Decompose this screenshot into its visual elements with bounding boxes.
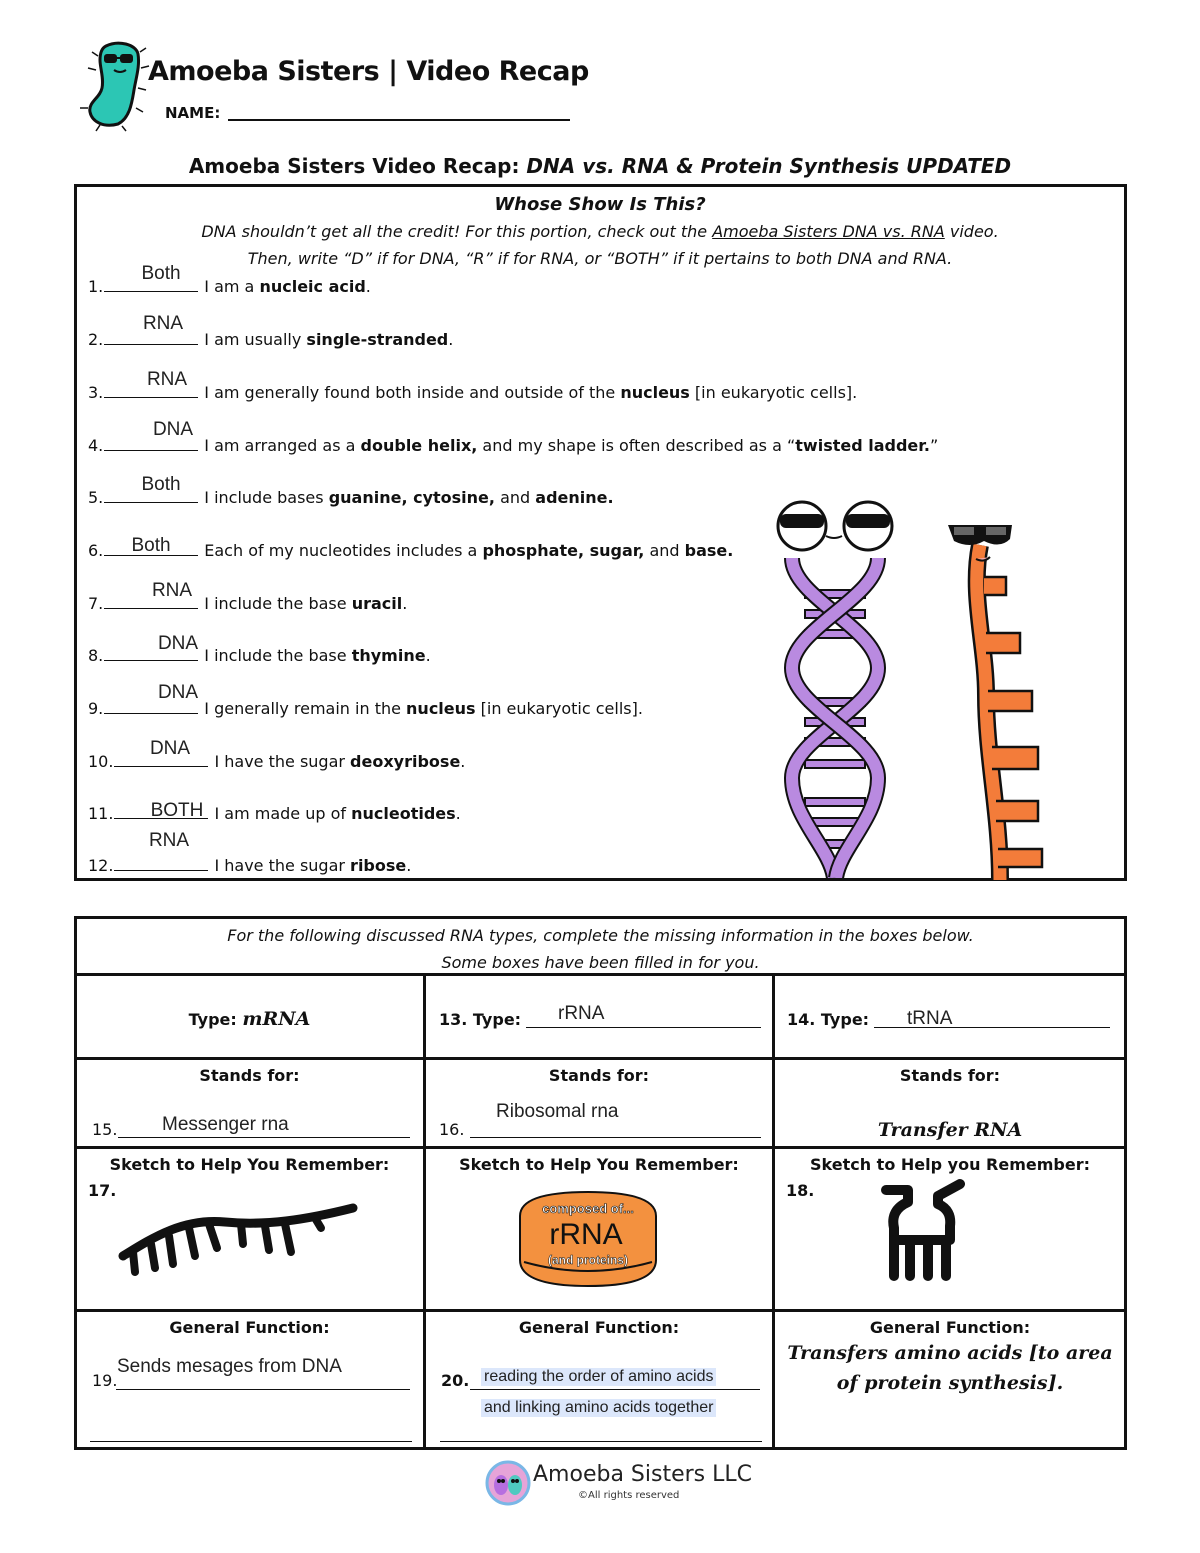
general-function-label: General Function: xyxy=(518,1318,680,1337)
answer-4: DNA xyxy=(152,419,194,440)
question-number: 6. xyxy=(88,541,104,560)
section-heading: Whose Show Is This? xyxy=(494,194,706,215)
question-text xyxy=(204,383,857,402)
question-text-part: . xyxy=(365,277,371,296)
question-keyword: guanine, cytosine, xyxy=(328,488,495,507)
question-text-part: . xyxy=(455,804,461,823)
question-text xyxy=(204,541,733,560)
question-number: 1. xyxy=(88,277,104,296)
answer-1: Both xyxy=(141,263,181,284)
q14-label: 14. Type: xyxy=(787,1010,870,1029)
question-keyword: twisted ladder. xyxy=(795,436,930,455)
table-divider xyxy=(74,973,1127,976)
question-text xyxy=(204,277,371,296)
answer-5: Both xyxy=(141,474,181,495)
q14-answer: tRNA xyxy=(907,1008,953,1029)
table-divider xyxy=(74,1309,1127,1312)
q17-label: 17. xyxy=(88,1181,117,1200)
ribosome-label-mid: rRNA xyxy=(549,1218,623,1251)
question-text-part: . xyxy=(448,330,454,349)
question-keyword: phosphate, sugar, xyxy=(482,541,645,560)
footer-rights: ©All rights reserved xyxy=(578,1490,680,1501)
dna-rung xyxy=(805,760,865,768)
section-instruction-2: Then, write “D” if for DNA, “R” if for RNA, or “BOTH” if it pertains to both DNA and RNA. xyxy=(247,249,953,268)
dna-rung xyxy=(805,798,865,806)
question-text-part: and my shape is often described as a “ xyxy=(477,436,796,455)
ribosome-label-bot: (and proteins) xyxy=(548,1253,628,1267)
video-link[interactable]: Amoeba Sisters DNA vs. RNA xyxy=(712,222,945,241)
answer-2: RNA xyxy=(142,313,184,334)
question-text-part: [in eukaryotic cells]. xyxy=(475,699,643,718)
section-instruction-1 xyxy=(0,222,1200,241)
question-text xyxy=(204,488,613,507)
question-keyword: nucleus xyxy=(406,699,476,718)
question-text-part: and xyxy=(644,541,685,560)
dna-character-illustration xyxy=(770,498,900,878)
amoeba-mascot-logo xyxy=(78,38,154,132)
question-text-part: . xyxy=(425,646,431,665)
question-keyword: ribose xyxy=(350,856,407,875)
question-number: 11. xyxy=(88,804,114,823)
footer-company: Amoeba Sisters LLC xyxy=(533,1462,752,1487)
question-number: 2. xyxy=(88,330,104,349)
question-number: 5. xyxy=(88,488,104,507)
page-title xyxy=(0,154,1200,178)
question-text-part: and xyxy=(494,488,536,507)
question-text-part: I have the sugar xyxy=(214,856,351,875)
question-text-part: I include bases xyxy=(204,488,329,507)
question-text-part: I am arranged as a xyxy=(204,436,361,455)
question-keyword: uracil xyxy=(351,594,403,613)
question-keyword: single-stranded xyxy=(306,330,449,349)
question-keyword: adenine. xyxy=(535,488,614,507)
table-instruction-2: Some boxes have been filled in for you. xyxy=(441,953,760,972)
answer-blank[interactable] xyxy=(114,855,208,871)
type-value: mRNA xyxy=(242,1008,311,1030)
question-text xyxy=(204,594,407,613)
question-number: 10. xyxy=(88,752,114,771)
question-keyword: deoxyribose xyxy=(350,752,461,771)
sketch-label: Sketch to Help You Remember: xyxy=(459,1155,739,1174)
stands-for-label: Stands for: xyxy=(548,1066,650,1085)
answer-11: BOTH xyxy=(150,800,204,821)
q15-answer: Messenger rna xyxy=(162,1114,289,1135)
ribosome-label-top: composed of... xyxy=(542,1201,634,1216)
name-label: NAME: xyxy=(165,104,221,122)
trna-function-line-2: of protein synthesis]. xyxy=(836,1372,1064,1394)
question-number: 9. xyxy=(88,699,104,718)
answer-12: RNA xyxy=(148,830,190,851)
rna-character-illustration xyxy=(930,515,1080,880)
q20-answer-line-2: and linking amino acids together xyxy=(481,1399,716,1417)
q13-answer: rRNA xyxy=(558,1003,605,1024)
q20-answer-line-1: reading the order of amino acids xyxy=(481,1368,716,1386)
answer-6: Both xyxy=(131,535,171,556)
question-text-part: . xyxy=(402,594,408,613)
question-keyword: double helix, xyxy=(360,436,478,455)
stands-for-label: Stands for: xyxy=(899,1066,1001,1085)
answer-7: RNA xyxy=(151,580,193,601)
trna-sketch xyxy=(880,1176,968,1284)
answer-9: DNA xyxy=(157,682,199,703)
instruction-text: video. xyxy=(944,222,999,241)
question-text-part: I am generally found both inside and outside of the xyxy=(204,383,621,402)
question-number: 12. xyxy=(88,856,114,875)
question-number: 4. xyxy=(88,436,104,455)
answer-8: DNA xyxy=(157,633,199,654)
table-instruction-1: For the following discussed RNA types, complete the missing information in the boxes below. xyxy=(227,926,974,945)
question-text-part: [in eukaryotic cells]. xyxy=(689,383,858,402)
title-topic: DNA vs. RNA & Protein Synthesis UPDATED xyxy=(526,154,1012,178)
answer-10: DNA xyxy=(149,738,191,759)
question-text-part: I am made up of xyxy=(214,804,352,823)
type-mrna xyxy=(76,1008,423,1030)
q13-label: 13. Type: xyxy=(439,1010,522,1029)
q19-answer-field-2[interactable] xyxy=(90,1420,412,1442)
sketch-label: Sketch to Help You Remember: xyxy=(109,1155,390,1174)
question-keyword: nucleotides xyxy=(351,804,456,823)
q20-label: 20. xyxy=(441,1371,470,1390)
table-divider xyxy=(74,1057,1127,1060)
q18-label: 18. xyxy=(786,1181,815,1200)
general-function-label: General Function: xyxy=(869,1318,1031,1337)
instruction-text: DNA shouldn’t get all the credit! For this portion, check out the xyxy=(201,222,713,241)
question-number: 8. xyxy=(88,646,104,665)
question-text xyxy=(204,330,453,349)
q16-answer: Ribosomal rna xyxy=(496,1101,619,1122)
general-function-label: General Function: xyxy=(169,1318,330,1337)
question-text xyxy=(204,646,430,665)
q15-label: 15. xyxy=(92,1120,118,1139)
trna-function-line-1: Transfers amino acids [to area xyxy=(787,1342,1113,1364)
question-text-part: . xyxy=(460,752,466,771)
amoeba-sisters-footer-logo xyxy=(485,1460,531,1506)
question-text xyxy=(204,699,643,718)
ribosome-sketch xyxy=(516,1188,660,1290)
question-text-part: ” xyxy=(929,436,939,455)
sketch-label: Sketch to Help you Remember: xyxy=(810,1155,1090,1174)
table-divider xyxy=(423,973,426,1448)
question-number: 7. xyxy=(88,594,104,613)
brand-title: Amoeba Sisters | Video Recap xyxy=(148,56,589,87)
question-keyword: nucleus xyxy=(620,383,690,402)
question-text xyxy=(214,752,465,771)
question-text-part: Each of my nucleotides includes a xyxy=(204,541,483,560)
question-text-part: I have the sugar xyxy=(214,752,351,771)
trna-stands-for: Transfer RNA xyxy=(877,1119,1023,1141)
question-text-part: I am a xyxy=(204,277,260,296)
answer-3: RNA xyxy=(146,369,188,390)
q16-label: 16. xyxy=(439,1120,465,1139)
question-text-part: I include the base xyxy=(204,594,352,613)
question-text xyxy=(204,436,938,455)
mrna-sketch xyxy=(115,1196,360,1284)
q19-answer: Sends mesages from DNA xyxy=(117,1356,342,1377)
type-label: Type: xyxy=(188,1010,243,1029)
question-text xyxy=(214,804,460,823)
table-divider xyxy=(74,1146,1127,1149)
question-number: 3. xyxy=(88,383,104,402)
q19-label: 19. xyxy=(92,1371,118,1390)
q20-answer-field-2[interactable] xyxy=(440,1420,762,1442)
question-text xyxy=(214,856,411,875)
question-12 xyxy=(88,855,411,875)
question-keyword: base. xyxy=(684,541,734,560)
question-keyword: thymine xyxy=(351,646,426,665)
question-text-part: I generally remain in the xyxy=(204,699,407,718)
name-field[interactable] xyxy=(228,119,570,121)
question-keyword: nucleic acid xyxy=(259,277,366,296)
stands-for-label: Stands for: xyxy=(199,1066,300,1085)
question-text-part: I am usually xyxy=(204,330,307,349)
title-prefix: Amoeba Sisters Video Recap: xyxy=(188,154,527,178)
question-text-part: I include the base xyxy=(204,646,352,665)
question-text-part: . xyxy=(406,856,412,875)
